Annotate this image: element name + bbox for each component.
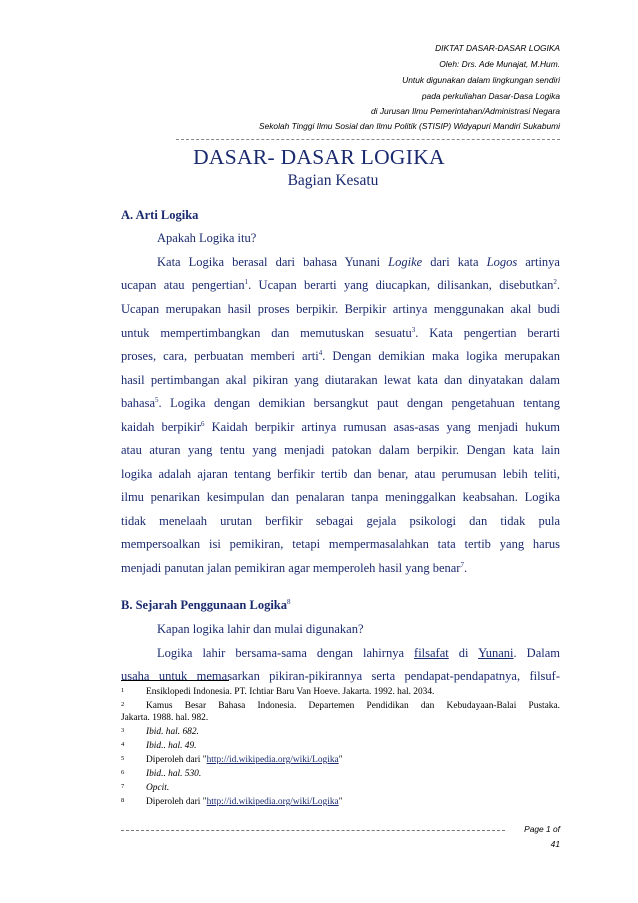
header-line-1: DIKTAT DASAR-DASAR LOGIKA [435,43,560,53]
body-line: mempersoalkan isi pemikiran, tetapi mempermasalahkan tata tertib yang harus [121,537,560,551]
section-b-question: Kapan logika lahir dan mulai digunakan? [157,622,364,636]
body-line: logika adalah ajaran tentang berfikir tertib dan benar, atau perumusan lebih teliti, [121,467,560,481]
section-a-question: Apakah Logika itu? [157,231,257,245]
body-line: untuk mempertimbangkan dan memutuskan sesuatu$^3$. Kata pengertian berarti [121,325,560,340]
header-separator [176,139,560,140]
header-line-5: di Jurusan Ilmu Pemerintahan/Administrasi Negara [371,106,560,116]
body-line: hasil pertimbangan akal pikiran yang diutarakan lewat kata dan dinyatakan dalam [121,373,560,387]
footer-total: 41 [550,839,560,849]
body-line: Logika lahir bersama-sama dengan lahirnya filsafat di Yunani. Dalam [157,646,560,660]
filsafat-link[interactable]: filsafat [414,646,449,660]
footnote-separator [121,680,229,681]
header-line-3: Untuk digunakan dalam lingkungan sendiri [402,75,560,85]
body-line: ilmu penarikan kesimpulan dan penalaran tanpa meninggalkan keabsahan. Logika [121,490,560,504]
body-line: bahasa$^5$. Logika dengan demikian bersangkut paut dengan pengetahuan tentang [121,395,560,410]
header-line-4: pada perkuliahan Dasar-Dasa Logika [421,91,560,101]
section-b-heading: B. Sejarah Penggunaan Logika$^8$ [121,598,291,613]
header-line-2: Oleh: Drs. Ade Munajat, M.Hum. [439,59,560,69]
body-line: usaha untuk memasarkan pikiran-pikirannya serta pendapat-pendapatnya, filsuf- [121,669,560,683]
footer-separator [121,830,505,831]
yunani-link[interactable]: Yunani [478,646,514,660]
body-line: Ucapan merupakan hasil proses berpikir. Berpikir artinya menggunakan akal budi [121,302,560,316]
section-a-heading: A. Arti Logika [121,208,199,222]
body-line: ucapan atau pengertian$^1$. Ucapan berarti yang diucapkan, dilisankan, disebutkan$^2$. [121,277,560,292]
page-title: DASAR- DASAR LOGIKA [193,145,445,169]
body-line: Kata Logika berasal dari bahasa Yunani Logike dari kata Logos artinya [157,255,560,269]
body-line: kaidah berpikir$^6$ Kaidah berpikir artinya rumusan asas-asas yang menjadi hukum [121,419,560,434]
wikipedia-link[interactable]: http://id.wikipedia.org/wiki/Logika [206,755,339,765]
body-line: atau aturan yang tentu yang menjadi patokan dalam berpikir. Dengan kata lain [121,443,560,457]
body-line: menjadi panutan jalan pemikiran agar memperoleh hasil yang benar$^7$. [121,560,468,575]
body-line: proses, cara, perbuatan memberi arti$^4$. Dengan demikian maka logika merupakan [121,348,560,363]
wikipedia-link[interactable]: http://id.wikipedia.org/wiki/Logika [206,797,339,807]
footer-page: Page 1 of [524,824,560,834]
body-line: tidak menelaah urutan berfikir sebagai gejala psikologi dan tidak pula [121,514,560,528]
header-line-6: Sekolah Tinggi Ilmu Sosial dan Ilmu Politik (STISIP) Widyapuri Mandiri Sukabumi [258,121,560,131]
page-subtitle: Bagian Kesatu [287,172,379,189]
